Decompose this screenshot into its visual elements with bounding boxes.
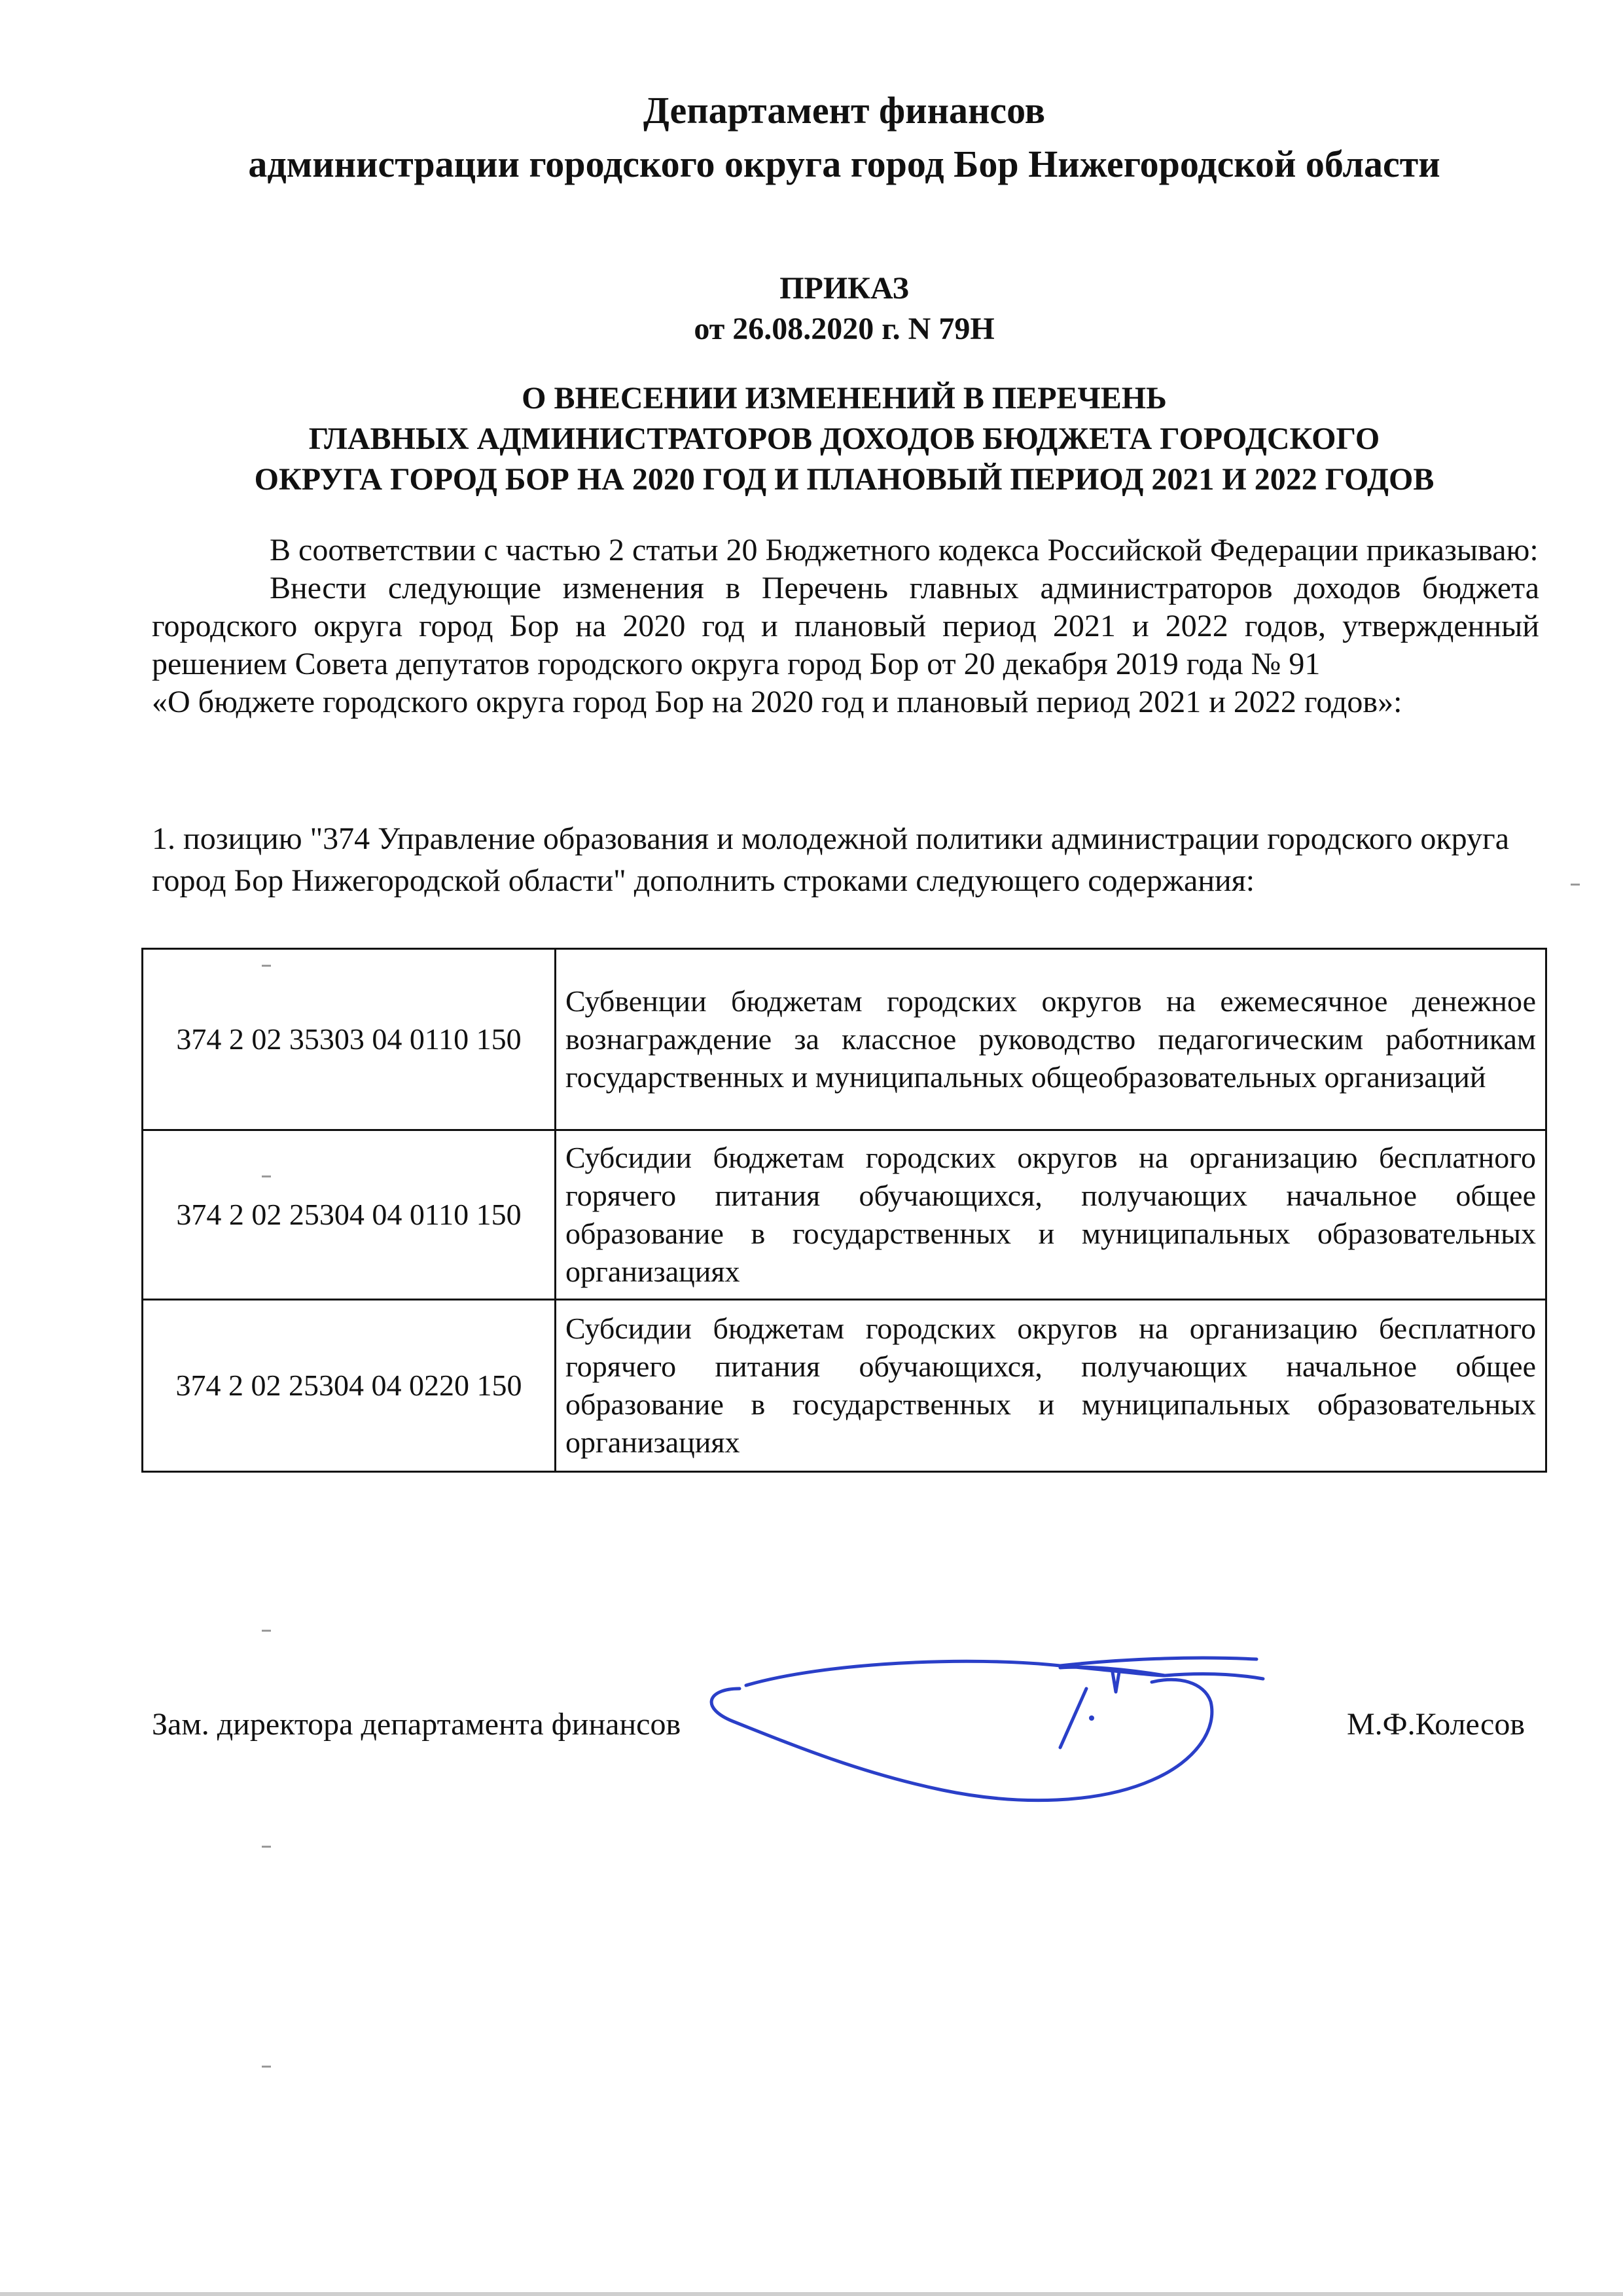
preamble-paragraph: В соответствии с частью 2 статьи 20 Бюджетного кодекса Российской Федерации приказываю:: [270, 533, 1539, 567]
budget-reference-paragraph: «О бюджете городского округа город Бор на 2020 год и плановый период 2021 и 2022 годов»:: [152, 685, 1402, 719]
signer-position: Зам. директора департамента финансов: [152, 1707, 681, 1742]
subject-line-2: ГЛАВНЫХ АДМИНИСТРАТОРОВ ДОХОДОВ БЮДЖЕТА ГОРОДСКОГО: [308, 422, 1380, 456]
revenue-description-cell: Субвенции бюджетам городских округов на ежемесячное денежное вознаграждение за классное руководство педагогическим работникам государственных и муниципальных общеобразовательных организаций: [556, 949, 1546, 1130]
scan-speck: [262, 2066, 271, 2068]
subject-line-3: ОКРУГА ГОРОД БОР НА 2020 ГОД И ПЛАНОВЫЙ ПЕРИОД 2021 И 2022 ГОДОВ: [254, 462, 1435, 497]
scan-speck: [1571, 884, 1580, 886]
revenue-code-cell: 374 2 02 25304 04 0220 150: [143, 1300, 556, 1472]
subject-line-1: О ВНЕСЕНИИ ИЗМЕНЕНИЙ В ПЕРЕЧЕНЬ: [522, 381, 1167, 416]
scan-speck: [262, 965, 271, 967]
organization-name: Департамент финансов: [643, 89, 1046, 132]
table-row: [143, 1130, 1546, 1300]
signature-dot: [1089, 1715, 1094, 1721]
scan-speck: [262, 1175, 271, 1177]
signer-name: М.Ф.Колесов: [1346, 1707, 1525, 1742]
organization-subtitle: администрации городского округа город Бор Нижегородской области: [248, 143, 1440, 185]
revenue-code-cell: 374 2 02 35303 04 0110 150: [143, 949, 556, 1130]
revenue-description-cell: Субсидии бюджетам городских округов на организацию бесплатного горячего питания обучающихся, получающих начальное общее образование в государственных и муниципальных образовательных организациях: [556, 1130, 1546, 1300]
order-body: [152, 531, 1539, 721]
order-heading: [131, 268, 1558, 350]
revenue-code-cell: 374 2 02 25304 04 0110 150: [143, 1130, 556, 1300]
scan-speck: [262, 1630, 271, 1632]
organization-header: [131, 84, 1558, 191]
revenue-codes-table: [141, 948, 1547, 1473]
order-subject: [137, 378, 1551, 500]
order-title: ПРИКАЗ: [779, 271, 909, 306]
order-date-number: от 26.08.2020 г. N 79Н: [694, 312, 995, 346]
table-row: [143, 1300, 1546, 1472]
instruction-paragraph: Внести следующие изменения в Перечень главных администраторов доходов бюджета городского округа город Бор на 2020 год и плановый период 2021 и 2022 годов, утвержденный решением Совета депутатов городского округа город Бор от 20 декабря 2019 года № 91: [152, 571, 1539, 681]
table-row: [143, 949, 1546, 1130]
scan-speck: [262, 1846, 271, 1848]
handwritten-signature: [694, 1649, 1270, 1846]
signature-stroke: [711, 1658, 1263, 1801]
scan-edge: [0, 2292, 1623, 2296]
amendment-item: 1. позицию "374 Управление образования и молодежной политики администрации городского округа город Бор Нижегородской области" дополнить строками следующего содержания:: [152, 821, 1510, 898]
revenue-description-cell: Субсидии бюджетам городских округов на организацию бесплатного горячего питания обучающихся, получающих начальное общее образование в государственных и муниципальных образовательных организациях: [556, 1300, 1546, 1472]
